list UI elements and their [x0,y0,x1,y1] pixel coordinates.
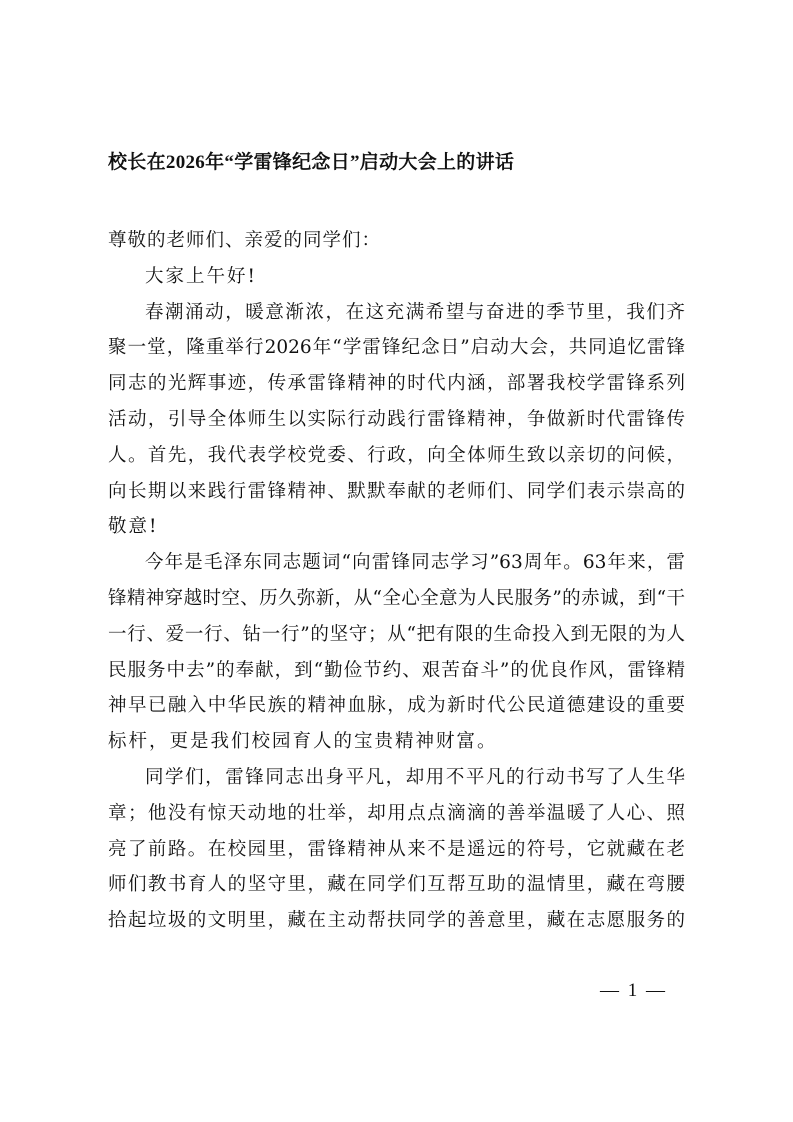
text-line: 同学们，雷锋同志出身平凡，却用不平凡的行动书写了人生华 [145,766,685,788]
text-line: 亮了前路。在校园里，雷锋精神从来不是遥远的符号，它就藏在老 [108,838,685,860]
text-line: 大家上午好! [145,265,257,287]
text-line: 章；他没有惊天动地的壮举，却用点点滴滴的善举温暖了人心、照 [108,802,685,824]
text-line: 同志的光辉事迹，传承雷锋精神的时代内涵，部署我校学雷锋系列 [108,373,685,395]
text-line: 师们教书育人的坚守里，藏在同学们互帮互助的温情里，藏在弯腰 [108,874,685,896]
document-body [108,223,685,939]
paragraph-anniversary [108,545,685,760]
text-line: 锋精神穿越时空、历久弥新，从“全心全意为人民服务”的赤诚，到“干 [108,587,685,609]
text-line: 一行、爱一行、钻一行”的坚守；从“把有限的生命投入到无限的为人 [108,623,685,645]
salutation: 尊敬的老师们、亲爱的同学们： [108,230,382,251]
text-line: 活动，引导全体师生以实际行动践行雷锋精神，争做新时代雷锋传 [108,408,685,430]
text-line: 春潮涌动，暖意渐浓，在这充满希望与奋进的季节里，我们齐 [145,301,685,323]
text-line: 神早已融入中华民族的精神血脉，成为新时代公民道德建设的重要 [108,695,685,717]
paragraph-greeting [108,259,685,295]
text-line: 人。首先，我代表学校党委、行政，向全体师生致以亲切的问候， [108,444,685,466]
page-number: — 1 — [600,980,667,1001]
text-line: 标杆，更是我们校园育人的宝贵精神财富。 [108,731,498,753]
document-title: 校长在2026年“学雷锋纪念日”启动大会上的讲话 [108,152,515,173]
text-line: 向长期以来践行雷锋精神、默默奉献的老师们、同学们表示崇高的 [108,480,685,502]
text-line: 拾起垃圾的文明里，藏在主动帮扶同学的善意里，藏在志愿服务的 [108,910,685,932]
text-line: 聚一堂，隆重举行2026年“学雷锋纪念日”启动大会，共同追忆雷锋 [108,337,685,359]
paragraph-campus [108,760,685,939]
paragraph-opening [108,295,685,546]
text-line: 今年是毛泽东同志题词“向雷锋同志学习”63周年。63年来，雷 [145,552,685,574]
text-line: 民服务中去”的奉献，到“勤俭节约、艰苦奋斗”的优良作风，雷锋精 [108,659,685,681]
text-line: 敬意! [108,516,159,538]
